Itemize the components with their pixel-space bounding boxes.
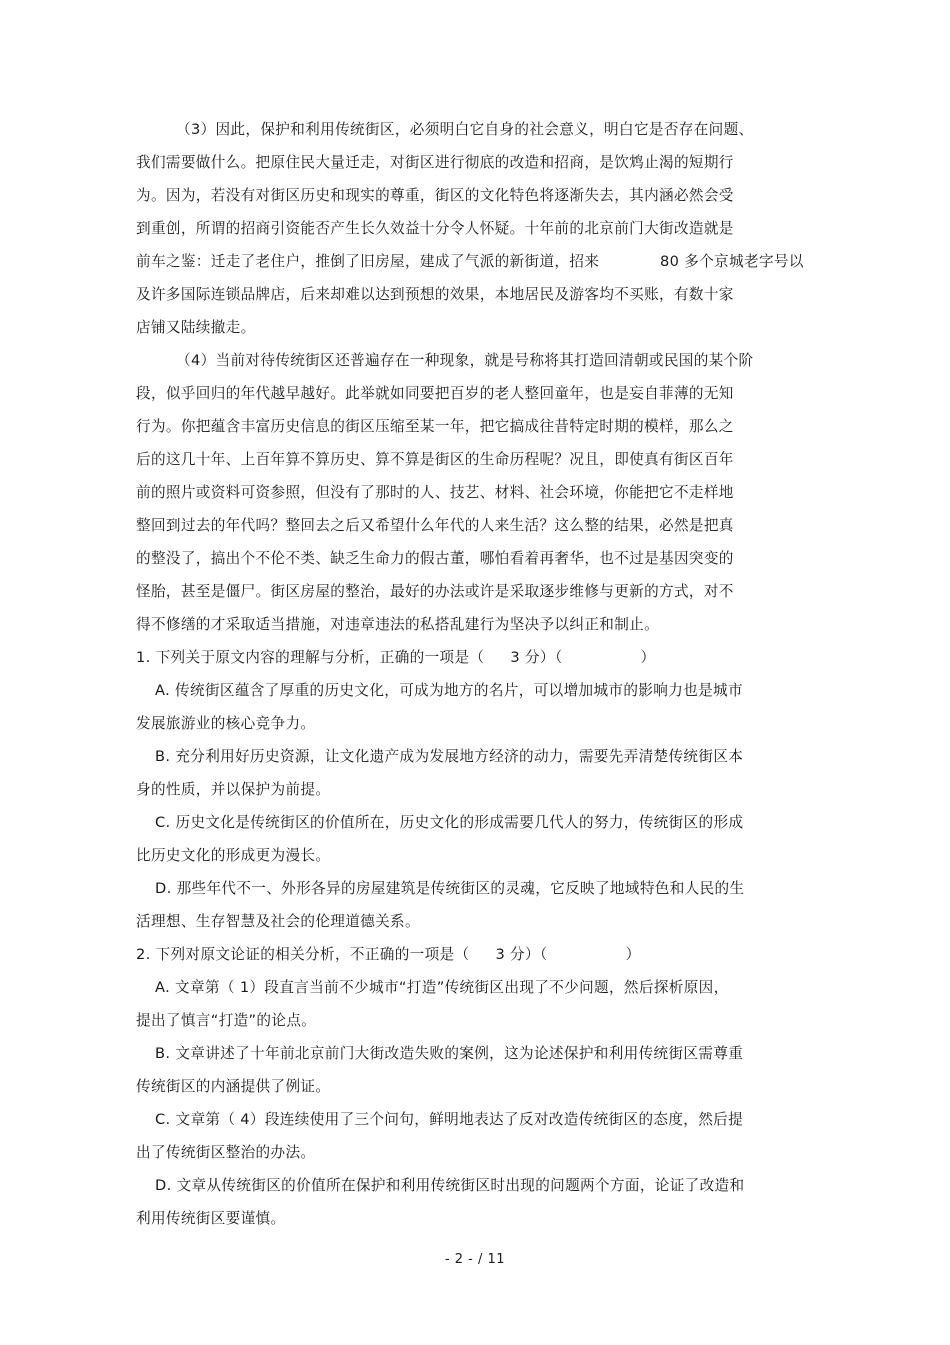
text-segment: 前车之鉴：迁走了老住户，推倒了旧房屋，建成了气派的新街道，招来 bbox=[136, 253, 600, 270]
text-line: 及许多国际连锁品牌店，后来却难以达到预想的效果，本地居民及游客均不买账，有数十家 bbox=[136, 286, 734, 303]
text-line: 得不修缮的才采取适当措施，对违章违法的私搭乱建行为坚决予以纠正和制止。 bbox=[136, 616, 660, 633]
text-line: 的整没了，搞出个不伦不类、缺乏生命力的假古董，哪怕看着再奢华，也不过是基因突变的 bbox=[136, 550, 734, 567]
option-c: C. 文章第（ 4）段连续使用了三个问句，鲜明地表达了反对改造传统街区的态度，然后提 bbox=[155, 1111, 744, 1128]
option-b-cont: 传统街区的内涵提供了例证。 bbox=[136, 1078, 331, 1095]
question-stem bbox=[136, 945, 641, 965]
text-line: 行为。你把蕴含丰富历史信息的街区压缩至某一年，把它搞成往昔特定时期的模样，那么之 bbox=[136, 418, 734, 435]
option-b: B. 文章讲述了十年前北京前门大街改造失败的案例，这为论述保护和利用传统街区需尊重 bbox=[155, 1045, 744, 1062]
option-c-cont: 出了传统街区整治的办法。 bbox=[136, 1144, 316, 1161]
text-line: 我们需要做什么。把原住民大量迁走，对街区进行彻底的改造和招商，是饮鸩止渴的短期行 bbox=[136, 154, 734, 171]
text-line: （3）因此，保护和利用传统街区，必须明白它自身的社会意义，明白它是否存在问题、 bbox=[176, 121, 754, 138]
option-c-cont: 比历史文化的形成更为漫长。 bbox=[136, 847, 331, 864]
option-a: A. 传统街区蕴含了厚重的历史文化，可成为地方的名片，可以增加城市的影响力也是城市 bbox=[155, 682, 743, 699]
option-d: D. 那些年代不一、外形各异的房屋建筑是传统街区的灵魂，它反映了地域特色和人民的生 bbox=[155, 880, 745, 897]
text-line bbox=[136, 252, 599, 272]
text-line: 到重创，所谓的招商引资能否产生长久效益十分令人怀疑。十年前的北京前门大街改造就是 bbox=[136, 220, 734, 237]
stem-text: 2. 下列对原文论证的相关分析，不正确的一项是（ bbox=[136, 946, 470, 963]
option-b-cont: 身的性质，并以保护为前提。 bbox=[136, 781, 331, 798]
text-line: 前的照片或资料可资参照，但没有了那时的人、技艺、材料、社会环境，你能把它不走样地 bbox=[136, 484, 734, 501]
stem-score: 3 分）（ bbox=[510, 649, 563, 666]
option-d-cont: 活理想、生存智慧及社会的伦理道德关系。 bbox=[136, 913, 420, 930]
text-line: 怪胎，甚至是僵尸。街区房屋的整治，最好的办法或许是采取逐步维修与更新的方式，对不 bbox=[136, 583, 734, 600]
option-d-cont: 利用传统街区要谨慎。 bbox=[136, 1210, 286, 1227]
text-line: 段，似乎回归的年代越早越好。此举就如同要把百岁的老人整回童年，也是妄自菲薄的无知 bbox=[136, 385, 734, 402]
text-segment: 80 多个京城老字号以 bbox=[660, 253, 804, 270]
stem-score: 3 分）（ bbox=[495, 946, 548, 963]
text-line: 整回到过去的年代吗？整回去之后又希望什么年代的人来生活？这么整的结果，必然是把真 bbox=[136, 517, 734, 534]
text-line: 为。因为，若没有对街区历史和现实的尊重，街区的文化特色将逐渐失去，其内涵必然会受 bbox=[136, 187, 734, 204]
option-a: A. 文章第（ 1）段直言当前不少城市“打造”传统街区出现了不少问题，然后探析原因， bbox=[155, 979, 729, 996]
question-stem bbox=[136, 648, 656, 668]
option-d: D. 文章从传统街区的价值所在保护和利用传统街区时出现的问题两个方面，论证了改造和 bbox=[155, 1177, 745, 1194]
stem-text: 1. 下列关于原文内容的理解与分析，正确的一项是（ bbox=[136, 649, 485, 666]
text-line: 后的这几十年、上百年算不算历史、算不算是街区的生命历程呢？况且，即使真有街区百年 bbox=[136, 451, 734, 468]
page-number: - 2 - / 11 bbox=[444, 1252, 506, 1267]
text-line: 店铺又陆续撤走。 bbox=[136, 319, 256, 336]
option-c: C. 历史文化是传统街区的价值所在，历史文化的形成需要几代人的努力，传统街区的形成 bbox=[155, 814, 744, 831]
answer-blank-close: ） bbox=[625, 946, 641, 963]
text-line: （4）当前对待传统街区还普遍存在一种现象，就是号称将其打造回清朝或民国的某个阶 bbox=[176, 352, 754, 369]
option-b: B. 充分利用好历史资源，让文化遗产成为发展地方经济的动力，需要先弄清楚传统街区本 bbox=[155, 748, 744, 765]
option-a-cont: 发展旅游业的核心竞争力。 bbox=[136, 715, 316, 732]
option-a-cont: 提出了慎言“打造”的论点。 bbox=[136, 1012, 317, 1029]
answer-blank-close: ） bbox=[640, 649, 656, 666]
